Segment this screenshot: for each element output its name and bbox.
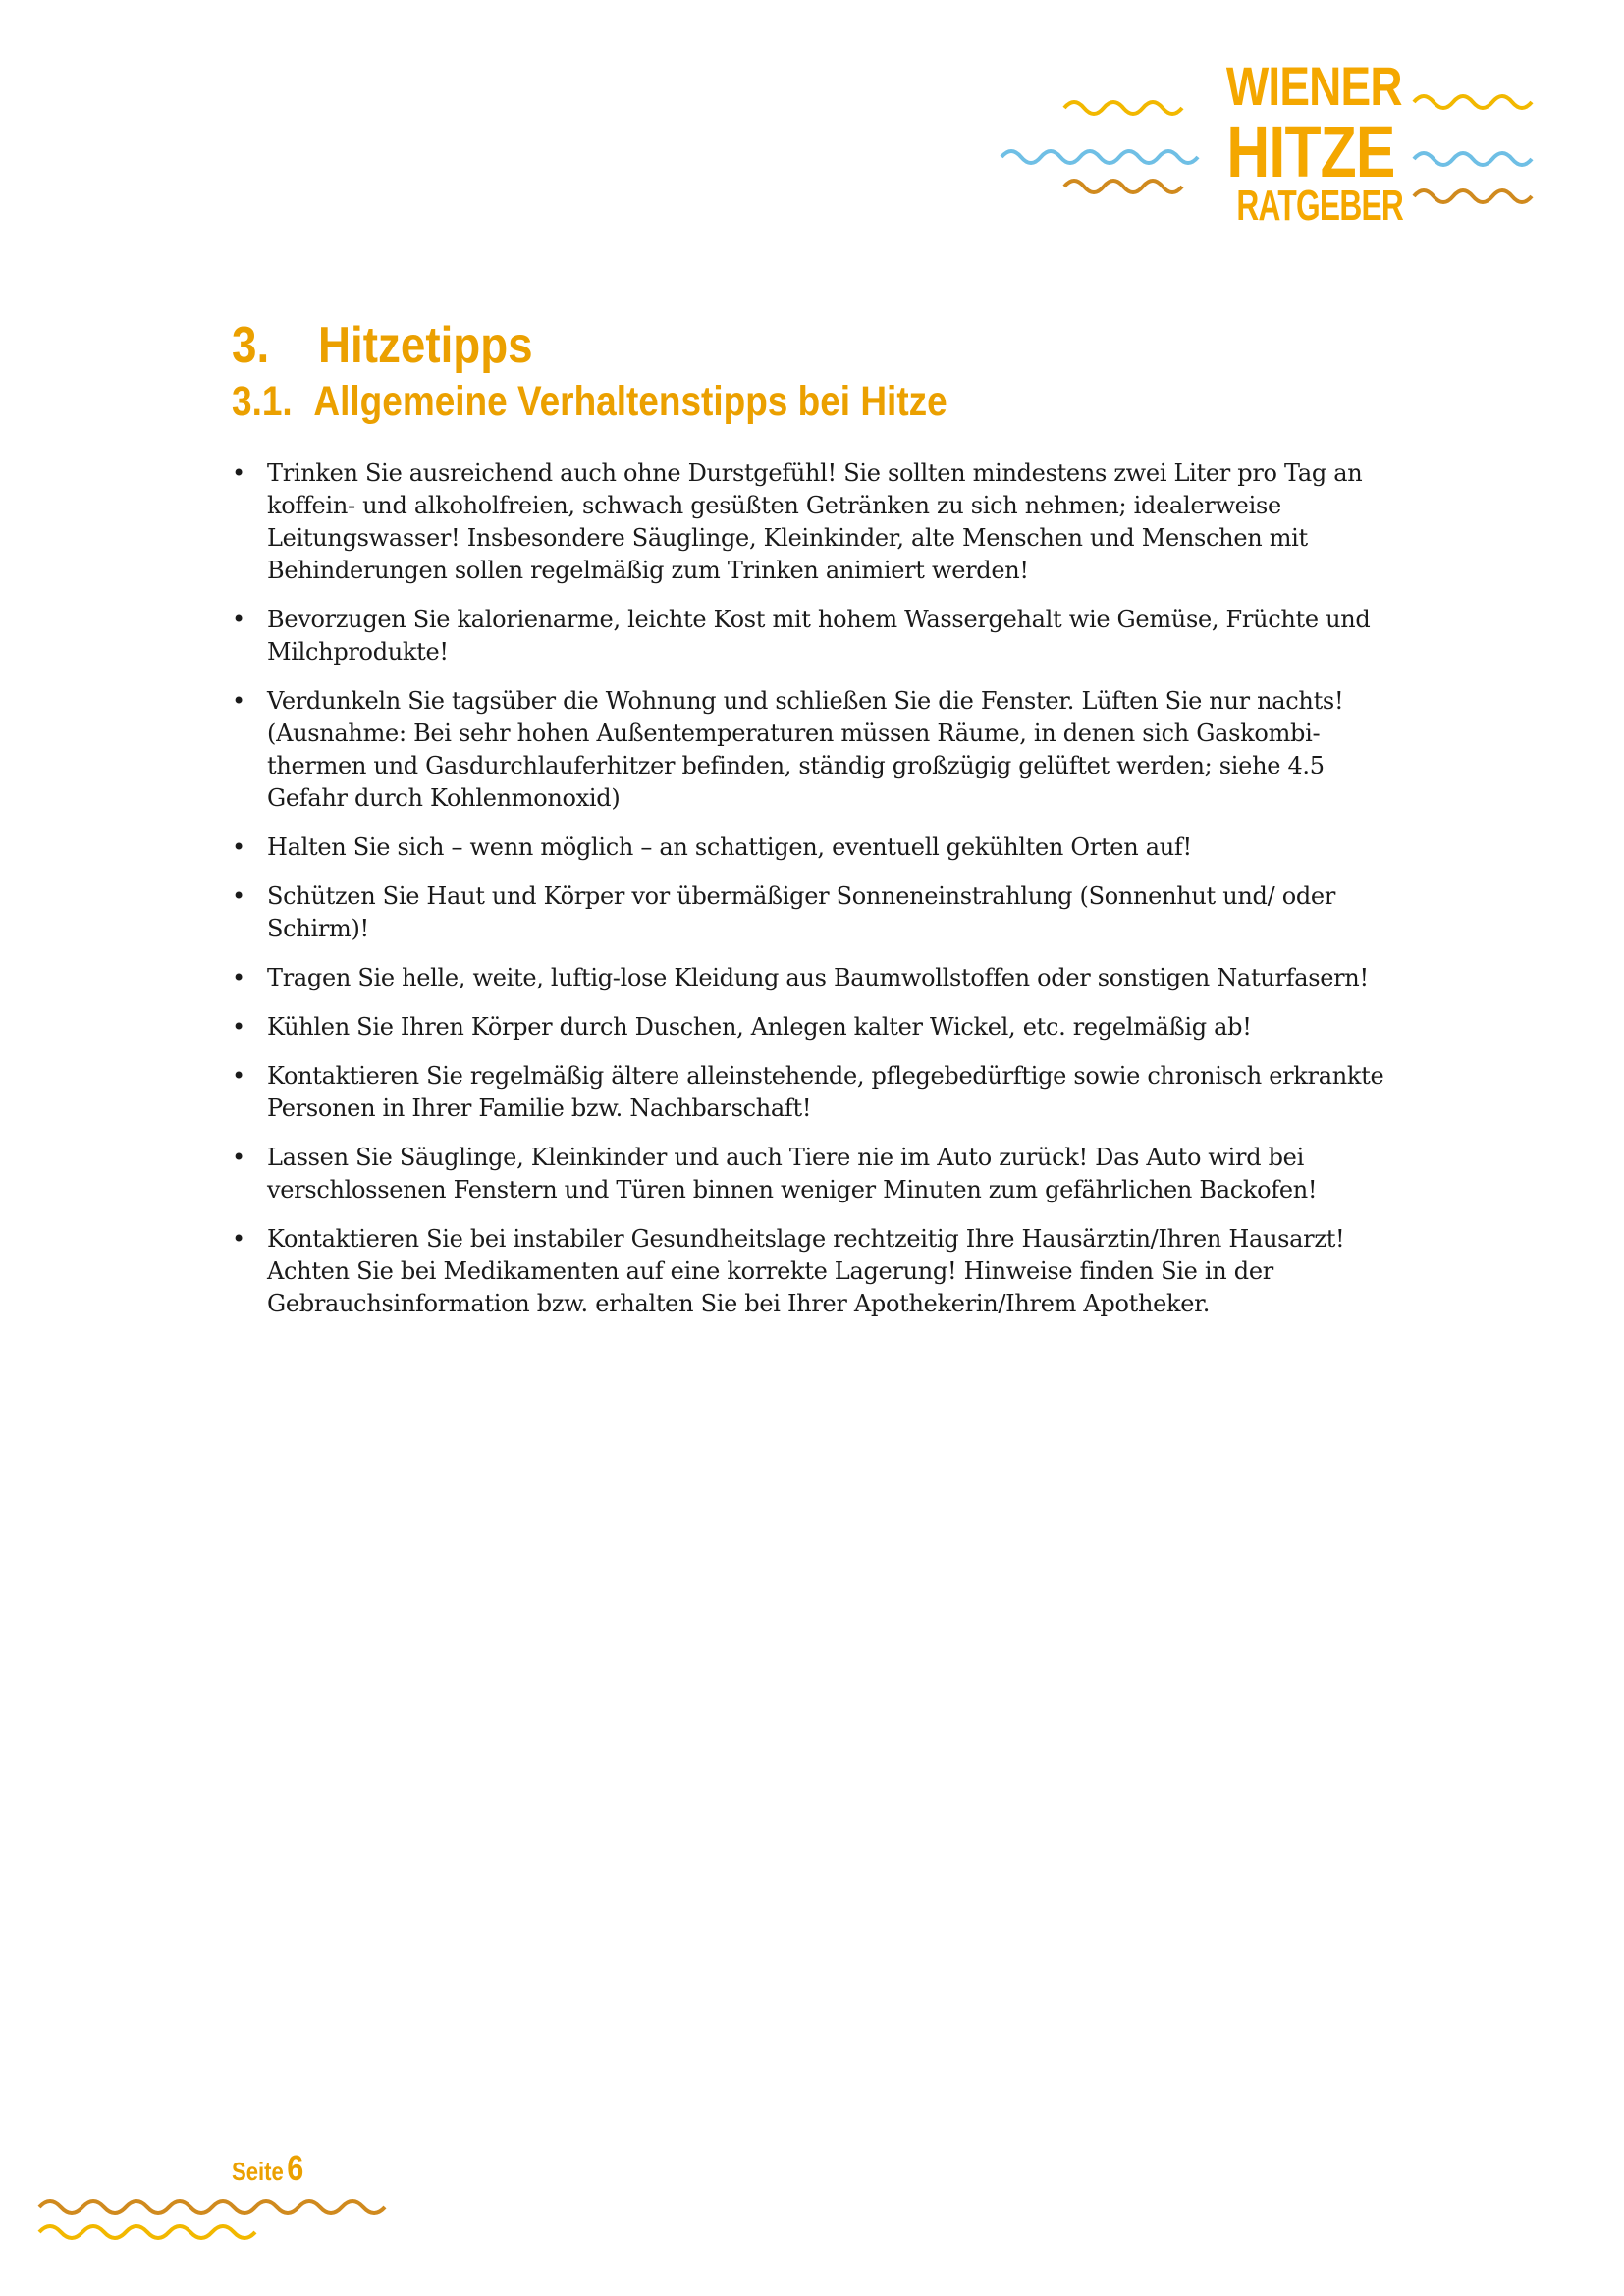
tips-list — [232, 457, 1390, 1337]
chapter-title: Hitzetipps — [318, 317, 533, 374]
logo-line-hitze: HITZE — [1226, 111, 1395, 192]
list-item — [232, 1223, 1390, 1320]
section-title: Allgemeine Verhaltenstipps bei Hitze — [313, 378, 947, 425]
footer-wave-yellow — [39, 2226, 255, 2238]
list-item — [232, 962, 1390, 994]
page-number-value: 6 — [287, 2148, 304, 2188]
list-item — [232, 1060, 1390, 1125]
list-item — [232, 1011, 1390, 1043]
tip-text: Trinken Sie ausreichend auch ohne Durstgefühl! Sie sollten mindestens zwei Liter pro Tag an koffein- und alkoholfreien, schwach gesüßten Getränken zu sich nehmen; idealerweise Leitungswasser! Insbesondere Säuglinge, Kleinkinder, alte Menschen und Menschen mit Behinderungen sollen regelmäßig zum Trinken animiert werden! — [267, 459, 1363, 584]
list-item — [232, 1142, 1390, 1206]
chapter-heading — [232, 316, 533, 375]
list-item — [232, 457, 1390, 587]
tip-text: Kontaktieren Sie regelmäßig ältere alleinstehende, pflegebedürftige sowie chronisch erkrankte Personen in Ihrer Familie bzw. Nachbarschaft! — [267, 1062, 1384, 1122]
footer-wave-orange — [39, 2201, 385, 2213]
list-item — [232, 604, 1390, 668]
bullet-icon: • — [232, 606, 245, 633]
logo-line-ratgeber: RATGEBER — [1236, 182, 1404, 230]
logo-line-wiener: WIENER — [1225, 55, 1402, 117]
bullet-icon: • — [232, 687, 245, 715]
bullet-icon: • — [232, 964, 245, 991]
tip-text: Halten Sie sich – wenn möglich – an schattigen, eventuell gekühlten Orten auf! — [267, 833, 1192, 861]
tip-text: Tragen Sie helle, weite, luftig-lose Kleidung aus Baumwollstoffen oder sonstigen Naturfasern! — [267, 964, 1369, 991]
wave-right-middle — [1414, 153, 1532, 165]
wave-left-top — [1064, 102, 1182, 114]
footer-wave-decoration — [0, 2189, 393, 2248]
brand-logo — [992, 55, 1542, 231]
section-number: 3.1. — [232, 378, 293, 425]
bullet-icon: • — [232, 882, 245, 910]
section-heading — [232, 377, 947, 426]
list-item — [232, 881, 1390, 945]
bullet-icon: • — [232, 1225, 245, 1253]
tip-text: Bevorzugen Sie kalorienarme, leichte Kost mit hohem Wassergehalt wie Gemüse, Früchte und Milchprodukte! — [267, 606, 1371, 666]
bullet-icon: • — [232, 1144, 245, 1171]
tip-text: Kontaktieren Sie bei instabiler Gesundheitslage rechtzeitig Ihre Hausärztin/Ihren Hausarzt! Achten Sie bei Medikamenten auf eine korrekte Lagerung! Hinweise finden Sie in der Gebrauchsinformation bzw. erhalten Sie bei Ihrer Apothekerin/Ihrem Apotheker. — [267, 1225, 1345, 1317]
list-item — [232, 831, 1390, 864]
wave-left-bottom — [1064, 181, 1182, 192]
bullet-icon: • — [232, 1013, 245, 1041]
chapter-number: 3. — [232, 317, 270, 374]
bullet-icon: • — [232, 459, 245, 487]
tip-text: Schützen Sie Haut und Körper vor übermäßiger Sonneneinstrahlung (Sonnenhut und/ oder Schirm)! — [267, 882, 1336, 942]
wave-right-bottom — [1414, 190, 1532, 202]
list-item — [232, 685, 1390, 815]
tip-text: Verdunkeln Sie tagsüber die Wohnung und schließen Sie die Fenster. Lüften Sie nur nachts! (Ausnahme: Bei sehr hohen Außentemperaturen müssen Räume, in denen sich Gaskombithermen und Gasdurchlauferhitzer befinden, ständig großzügig gelüftet werden; siehe 4.5 Gefahr durch Kohlenmonoxid) — [267, 687, 1344, 812]
logo-wordmark — [1208, 55, 1414, 230]
wave-left-middle — [1001, 151, 1198, 163]
page-number — [232, 2148, 303, 2189]
bullet-icon: • — [232, 1062, 245, 1090]
page-label: Seite — [232, 2157, 284, 2186]
wave-right-top — [1414, 96, 1532, 108]
tip-text: Lassen Sie Säuglinge, Kleinkinder und auch Tiere nie im Auto zurück! Das Auto wird bei verschlossenen Fenstern und Türen binnen weniger Minuten zum gefährlichen Backofen! — [267, 1144, 1318, 1203]
tip-text: Kühlen Sie Ihren Körper durch Duschen, Anlegen kalter Wickel, etc. regelmäßig ab! — [267, 1013, 1252, 1041]
bullet-icon: • — [232, 833, 245, 861]
